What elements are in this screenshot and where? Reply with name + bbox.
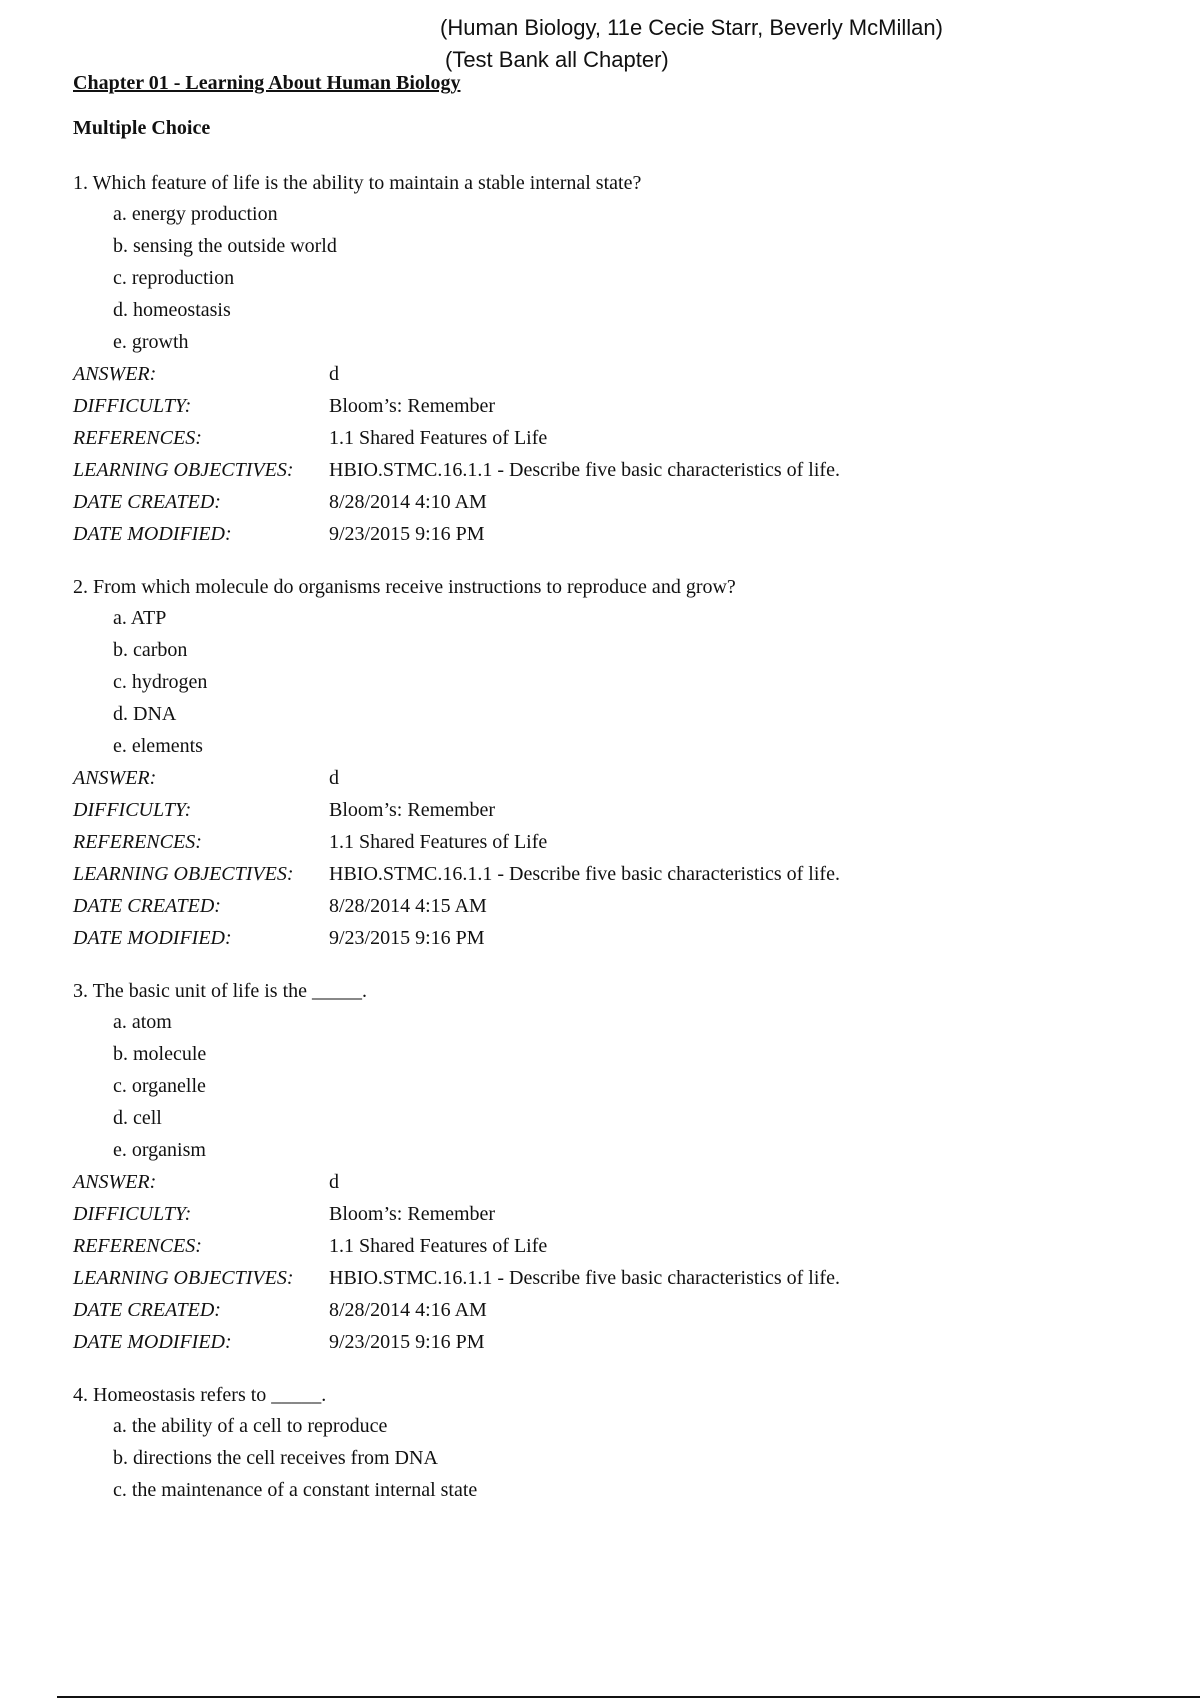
date-modified-label: DATE MODIFIED: xyxy=(73,1331,232,1353)
references-value: 1.1 Shared Features of Life xyxy=(329,831,548,853)
question-3 xyxy=(73,976,1133,1358)
difficulty-value: Bloom’s: Remember xyxy=(329,395,496,417)
date-created-value: 8/28/2014 4:10 AM xyxy=(329,491,487,513)
references-value: 1.1 Shared Features of Life xyxy=(329,427,548,449)
section-title: Multiple Choice xyxy=(73,117,211,139)
difficulty-label: DIFFICULTY: xyxy=(73,799,192,821)
question-4 xyxy=(73,1380,1133,1506)
answer-options xyxy=(73,198,1133,358)
date-created-label: DATE CREATED: xyxy=(73,491,221,513)
learning-objectives-row xyxy=(73,454,1133,486)
option-d: d. DNA xyxy=(113,703,177,725)
references-row xyxy=(73,422,1133,454)
question-1 xyxy=(73,168,1133,550)
references-row xyxy=(73,826,1133,858)
option-d: d. cell xyxy=(113,1107,162,1129)
answer-options xyxy=(73,1410,1133,1506)
date-created-row xyxy=(73,1294,1133,1326)
answer-value: d xyxy=(329,767,339,789)
date-created-row xyxy=(73,890,1133,922)
difficulty-value: Bloom’s: Remember xyxy=(329,799,496,821)
difficulty-row xyxy=(73,390,1133,422)
answer-options xyxy=(73,1006,1133,1166)
question-list xyxy=(73,168,1133,1528)
date-created-value: 8/28/2014 4:15 AM xyxy=(329,895,487,917)
answer-label: ANSWER: xyxy=(73,767,157,789)
references-label: REFERENCES: xyxy=(73,427,202,449)
option-e: e. elements xyxy=(113,735,203,757)
option-c: c. reproduction xyxy=(113,267,235,289)
option-d: d. homeostasis xyxy=(113,299,231,321)
difficulty-value: Bloom’s: Remember xyxy=(329,1203,496,1225)
date-modified-row xyxy=(73,518,1133,550)
date-created-row xyxy=(73,486,1133,518)
difficulty-row xyxy=(73,794,1133,826)
date-modified-value: 9/23/2015 9:16 PM xyxy=(329,927,485,949)
question-stem: 1. Which feature of life is the ability to maintain a stable internal state? xyxy=(73,172,642,194)
option-c: c. hydrogen xyxy=(113,671,208,693)
date-modified-label: DATE MODIFIED: xyxy=(73,927,232,949)
answer-row xyxy=(73,762,1133,794)
learning-objectives-value: HBIO.STMC.16.1.1 - Describe five basic characteristics of life. xyxy=(329,459,840,481)
difficulty-label: DIFFICULTY: xyxy=(73,395,192,417)
option-a: a. energy production xyxy=(113,203,278,225)
date-modified-row xyxy=(73,1326,1133,1358)
page-header xyxy=(440,12,1040,76)
difficulty-row xyxy=(73,1198,1133,1230)
references-row xyxy=(73,1230,1133,1262)
question-stem: 4. Homeostasis refers to _____. xyxy=(73,1384,327,1406)
date-created-label: DATE CREATED: xyxy=(73,895,221,917)
learning-objectives-label: LEARNING OBJECTIVES: xyxy=(73,459,294,481)
answer-value: d xyxy=(329,363,339,385)
option-a: a. the ability of a cell to reproduce xyxy=(113,1415,388,1437)
references-label: REFERENCES: xyxy=(73,831,202,853)
references-label: REFERENCES: xyxy=(73,1235,202,1257)
question-stem: 3. The basic unit of life is the _____. xyxy=(73,980,368,1002)
answer-row xyxy=(73,1166,1133,1198)
date-modified-value: 9/23/2015 9:16 PM xyxy=(329,523,485,545)
date-created-value: 8/28/2014 4:16 AM xyxy=(329,1299,487,1321)
test-bank-line: (Test Bank all Chapter) xyxy=(445,47,669,72)
answer-label: ANSWER: xyxy=(73,363,157,385)
learning-objectives-value: HBIO.STMC.16.1.1 - Describe five basic characteristics of life. xyxy=(329,1267,840,1289)
question-metadata xyxy=(73,358,1133,550)
date-created-label: DATE CREATED: xyxy=(73,1299,221,1321)
option-c: c. the maintenance of a constant internal state xyxy=(113,1479,478,1501)
answer-options xyxy=(73,602,1133,762)
option-c: c. organelle xyxy=(113,1075,206,1097)
learning-objectives-label: LEARNING OBJECTIVES: xyxy=(73,1267,294,1289)
learning-objectives-label: LEARNING OBJECTIVES: xyxy=(73,863,294,885)
difficulty-label: DIFFICULTY: xyxy=(73,1203,192,1225)
option-e: e. growth xyxy=(113,331,189,353)
question-metadata xyxy=(73,1166,1133,1358)
date-modified-row xyxy=(73,922,1133,954)
learning-objectives-row xyxy=(73,858,1133,890)
option-a: a. atom xyxy=(113,1011,172,1033)
answer-label: ANSWER: xyxy=(73,1171,157,1193)
option-b: b. directions the cell receives from DNA xyxy=(113,1447,438,1469)
option-b: b. sensing the outside world xyxy=(113,235,337,257)
option-b: b. carbon xyxy=(113,639,188,661)
date-modified-label: DATE MODIFIED: xyxy=(73,523,232,545)
book-title-line: (Human Biology, 11e Cecie Starr, Beverly McMillan) xyxy=(440,15,943,40)
question-2 xyxy=(73,572,1133,954)
question-stem: 2. From which molecule do organisms receive instructions to reproduce and grow? xyxy=(73,576,736,598)
learning-objectives-value: HBIO.STMC.16.1.1 - Describe five basic characteristics of life. xyxy=(329,863,840,885)
answer-row xyxy=(73,358,1133,390)
chapter-title: Chapter 01 - Learning About Human Biology xyxy=(73,72,461,94)
learning-objectives-row xyxy=(73,1262,1133,1294)
question-metadata xyxy=(73,762,1133,954)
option-a: a. ATP xyxy=(113,607,167,629)
option-e: e. organism xyxy=(113,1139,206,1161)
answer-value: d xyxy=(329,1171,339,1193)
option-b: b. molecule xyxy=(113,1043,207,1065)
date-modified-value: 9/23/2015 9:16 PM xyxy=(329,1331,485,1353)
references-value: 1.1 Shared Features of Life xyxy=(329,1235,548,1257)
footer-divider xyxy=(57,1696,1200,1698)
